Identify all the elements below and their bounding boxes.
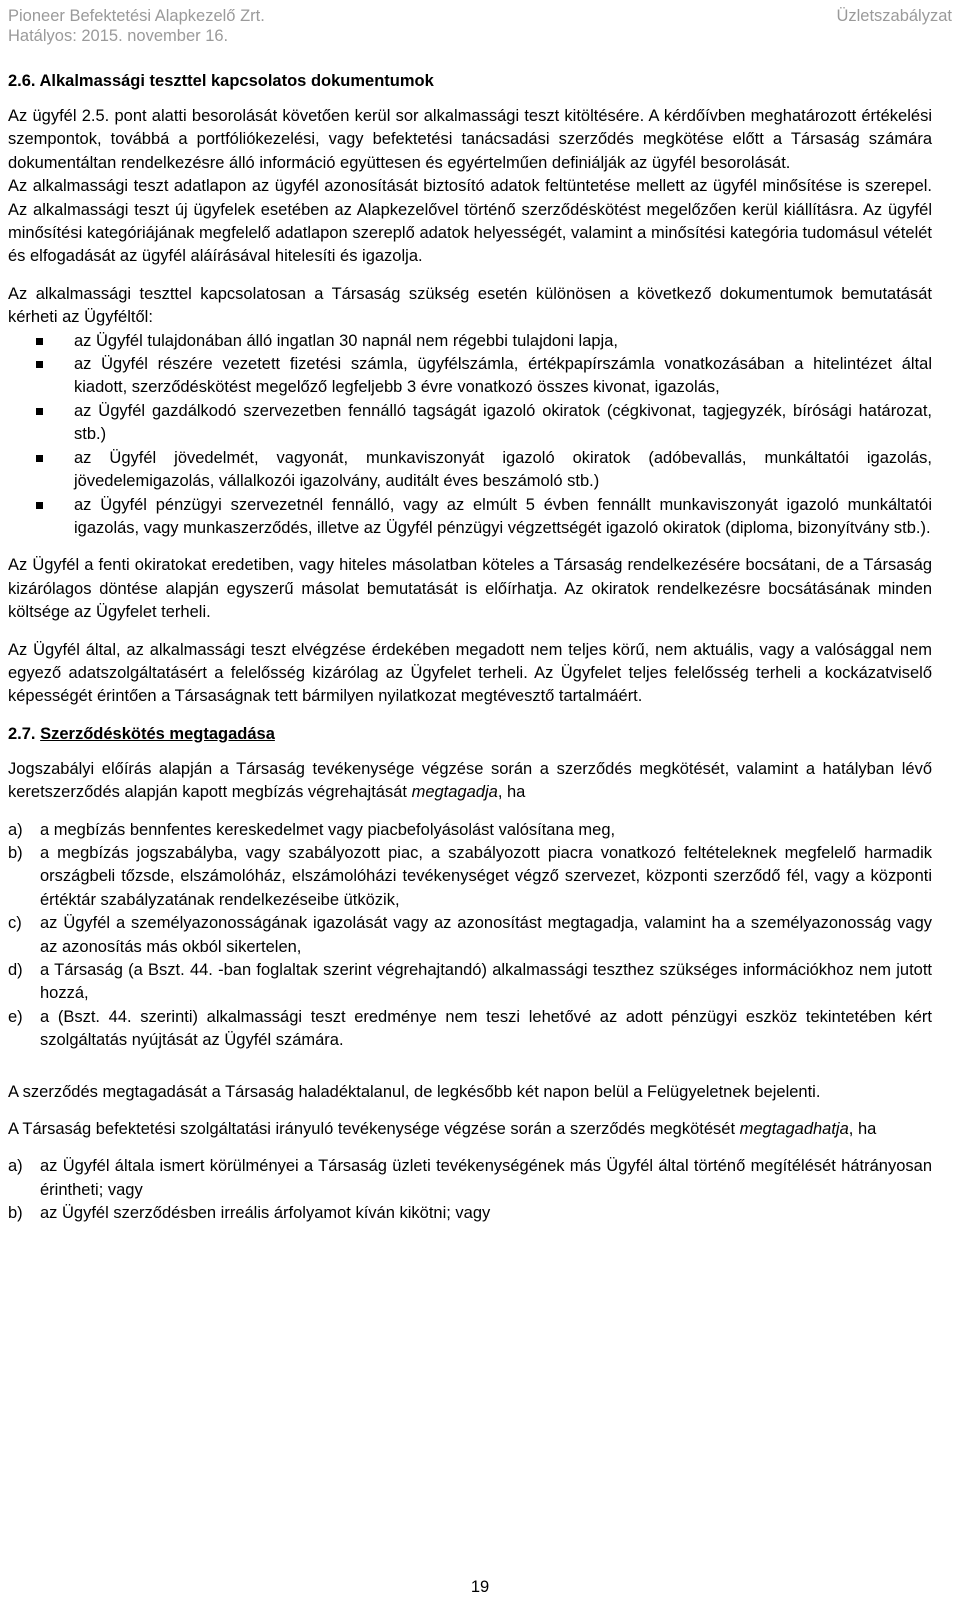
refusal-conditions-list bbox=[8, 819, 932, 1053]
list-item: c) az Ügyfél a személyazonosságának igazolását vagy az azonosítást megtagadja, valamint ha a személyazonosság vagy az azonosítás más okból sikertelen, bbox=[8, 914, 932, 956]
optional-refusal-list bbox=[8, 1155, 932, 1225]
header-company: Pioneer Befektetési Alapkezelő Zrt. bbox=[8, 7, 265, 25]
section-2-6-heading: 2.6. Alkalmassági teszttel kapcsolatos dokumentumok bbox=[8, 72, 434, 90]
list-item: e) a (Bszt. 44. szerinti) alkalmassági teszt eredménye nem teszi lehetővé az adott pénzügyi eszköz tekintetében kért szolgáltatás nyújtását az Ügyfél számára. bbox=[8, 1007, 932, 1050]
page-number: 19 bbox=[470, 1578, 490, 1596]
section-2-6-paragraph-3: Az alkalmassági teszttel kapcsolatosan a Társaság szükség esetén különösen a következő dokumentumok bemutatását kérheti az Ügyféltől: bbox=[8, 284, 932, 327]
list-item: d) a Társaság (a Bszt. 44. -ban foglaltak szerint végrehajtandó) alkalmassági teszthez szükséges információkhoz nem jutott hozzá, bbox=[8, 961, 932, 1003]
list-item: b) a megbízás jogszabályba, vagy szabályozott piac, a szabályozott piacra vonatkozó feltételeknek megfelelő harmadik országbeli tőzsde, elszámolóház, elszámolóházi tevékenységet végző szervezet, központi szerződő fél, vagy a központi értéktár szabályzatának rendelkezéseibe ütközik, bbox=[8, 843, 932, 909]
list-item: az Ügyfél jövedelmét, vagyonát, munkaviszonyát igazoló okiratok (adóbevallás, munkáltatói igazolás, jövedelemigazolás, vállalkozói igazolvány, auditált éves beszámoló stb.) bbox=[8, 447, 932, 494]
section-2-7-title: Szerződéskötés megtagadása bbox=[40, 724, 275, 743]
header-effective-date: Hatályos: 2015. november 16. bbox=[8, 27, 229, 45]
document-body bbox=[8, 70, 932, 1226]
list-item: az Ügyfél gazdálkodó szervezetben fennálló tagságát igazoló okiratok (cégkivonat, tagjegyzék, bírósági határozat, stb.) bbox=[8, 400, 932, 447]
section-2-6-paragraph-1: Az ügyfél 2.5. pont alatti besorolását követően kerül sor alkalmassági teszt kitöltésére. A kérdőívben meghatározott értékelési szempontok, továbbá a portfóliókezelési, vagy befektetési tanácsadási szerződés megkötése előtt a Társaság számára dokumentáltan rendelkezésre álló információ együttesen és egyértelműen definiálják az ügyfél besorolását. bbox=[8, 107, 932, 172]
emphasis-megtagadja: megtagadja bbox=[411, 783, 498, 802]
section-2-6-paragraph-2: Az alkalmassági teszt adatlapon az ügyfél azonosítását biztosító adatok feltüntetése mellett az ügyfél minősítése is szerepel. Az alkalmassági teszt új ügyfelek esetében az Alapkezelővel történő szerződéskötést megelőzően kerül kiállításra. Az ügyfél minősítési kategóriájának megfelelő adatlapon szereplő adatok helyességét, valamint a minősítési kategória tudomásul vételét és elfogadását az ügyfél aláírásával hitelesíti és igazolja. bbox=[8, 177, 932, 266]
list-item: az Ügyfél részére vezetett fizetési számla, ügyfélszámla, értékpapírszámla vonatkozásában a hitelintézet által kiadott, szerződéskötést megelőző legfeljebb 3 évre vonatkozó összes kivonat, igazolás, bbox=[8, 353, 932, 400]
section-2-6-paragraph-5: Az Ügyfél által, az alkalmassági teszt elvégzése érdekében megadott nem teljes körű, nem aktuális, vagy a valósággal nem egyező adatszolgáltatásért a felelősség kizárólag az Ügyfelet terheli. Az Ügyfelet teljes felelősség terheli a kockázatviselő képességét érintően a Társaságnak tett bármilyen nyilatkozat megtévesztő tartalmáért. bbox=[8, 640, 932, 706]
list-item: b) az Ügyfél szerződésben irreális árfolyamot kíván kikötni; vagy bbox=[8, 1204, 491, 1223]
section-2-6-paragraph-4: Az Ügyfél a fenti okiratokat eredetiben, vagy hiteles másolatban köteles a Társaság rendelkezésére bocsátani, de a Társaság kizárólagos döntése alapján egyszerű másolat bemutatását is előírhatja. Az okiratok rendelkezésre bocsátásának minden költsége az Ügyfelet terheli. bbox=[8, 556, 932, 622]
list-item: a) az Ügyfél általa ismert körülményei a Társaság üzleti tevékenységének más Ügyfél által történő megítélését hátrányosan érintheti; vagy bbox=[8, 1157, 932, 1199]
document-list bbox=[8, 330, 932, 541]
square-bullet-icon bbox=[36, 455, 43, 462]
emphasis-megtagadhatja: megtagadhatja bbox=[739, 1120, 849, 1139]
square-bullet-icon bbox=[36, 502, 43, 509]
section-2-7-may-refuse: A Társaság befektetési szolgáltatási irányuló tevékenysége végzése során a szerződés megkötését megtagadhatja, ha bbox=[8, 1120, 877, 1139]
list-item: az Ügyfél tulajdonában álló ingatlan 30 napnál nem régebbi tulajdoni lapja, bbox=[8, 330, 932, 353]
square-bullet-icon bbox=[36, 338, 43, 345]
square-bullet-icon bbox=[36, 408, 43, 415]
list-item: a) a megbízás bennfentes kereskedelmet vagy piacbefolyásolást valósítana meg, bbox=[8, 820, 616, 839]
square-bullet-icon bbox=[36, 361, 43, 368]
section-2-7-intro: Jogszabályi előírás alapján a Társaság tevékenysége végzése során a szerződés megkötését, valamint a hatályban lévő keretszerződés alapján kapott megbízás végrehajtását megtagadja, ha bbox=[8, 759, 932, 802]
section-2-7-heading bbox=[8, 723, 932, 746]
header-doc-title: Üzletszabályzat bbox=[836, 7, 952, 25]
header-left bbox=[8, 6, 265, 46]
section-2-7-number: 2.7. bbox=[8, 724, 36, 743]
list-item: az Ügyfél pénzügyi szervezetnél fennálló, vagy az elmúlt 5 évben fennállt munkaviszonyát igazoló munkáltatói igazolás, vagy munkaszerződés, illetve az Ügyfél pénzügyi végzettségét igazoló okiratok (diploma, bizonyítvány stb.). bbox=[8, 494, 932, 541]
section-2-7-notice: A szerződés megtagadását a Társaság haladéktalanul, de legkésőbb két napon belül a Felügyeletnek bejelenti. bbox=[8, 1082, 821, 1101]
